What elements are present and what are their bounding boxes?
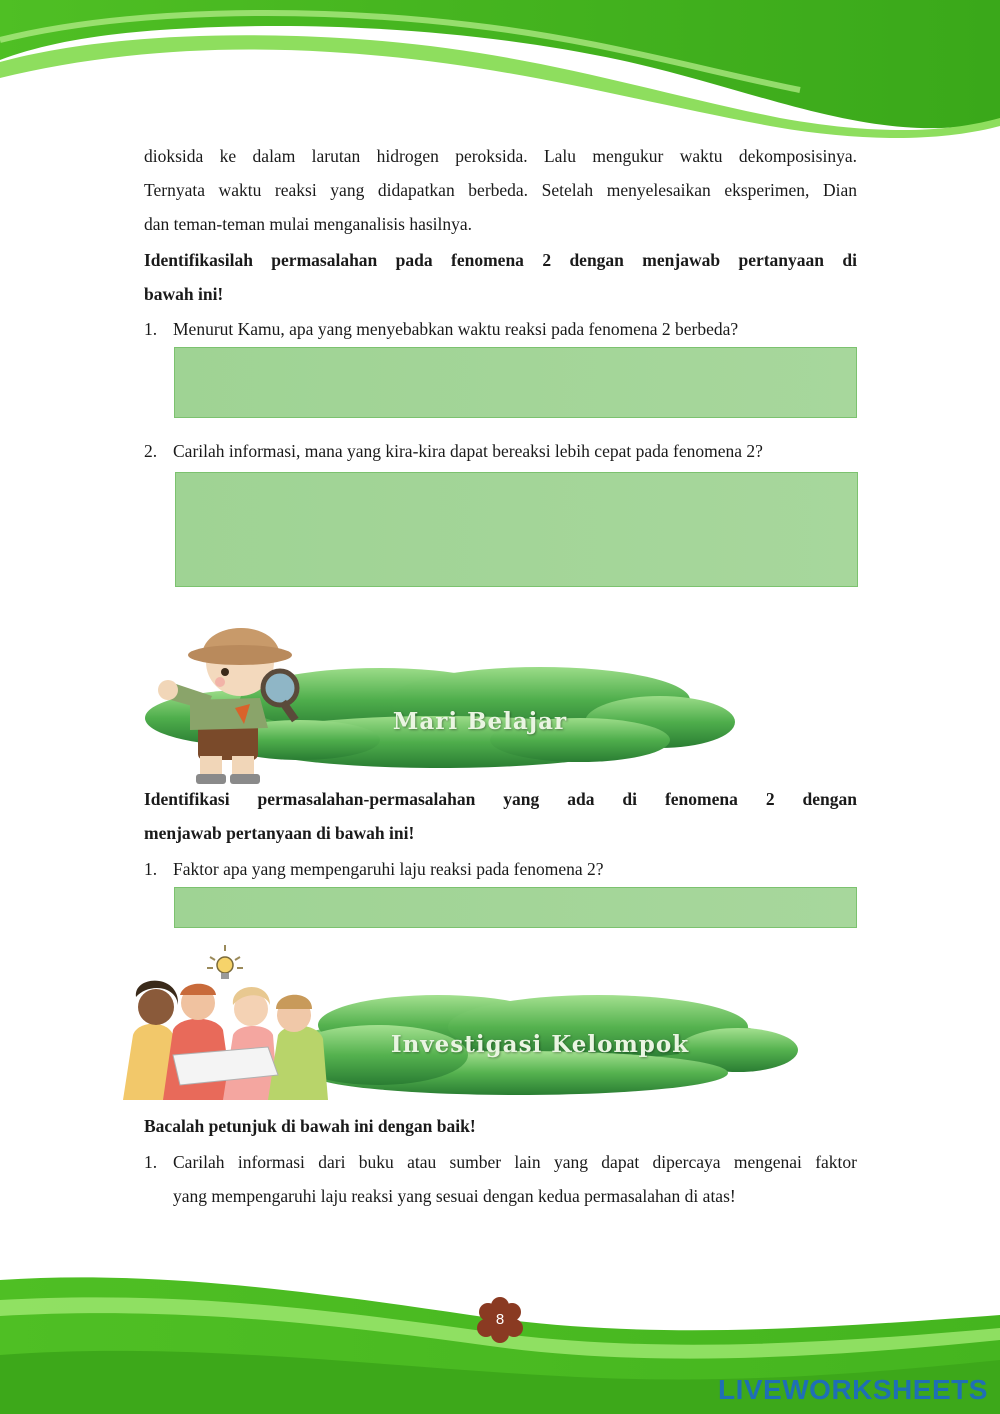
question-text: Menurut Kamu, apa yang menyebabkan waktu reaksi pada fenomena 2 berbeda?	[173, 319, 739, 339]
answer-box-1[interactable]	[174, 347, 857, 418]
answer-box-2[interactable]	[175, 472, 858, 587]
item-number: 1.	[144, 1152, 158, 1172]
instruction-line: Identifikasilah permasalahan pada fenomena 2 dengan menjawab pertanyaan di	[144, 250, 857, 270]
brand-text: LIVEWORKSHEETS	[718, 1374, 988, 1405]
page-number: 8	[495, 1311, 505, 1328]
question-text: Faktor apa yang mempengaruhi laju reaksi pada fenomena 2?	[173, 859, 604, 879]
investigasi-kelompok-title: Investigasi Kelompok	[390, 1031, 690, 1058]
question-number: 1.	[144, 859, 158, 879]
liveworksheets-logo	[718, 1374, 988, 1406]
section1-instruction	[144, 243, 857, 311]
section2-instruction	[144, 782, 857, 850]
instruction-line: Identifikasi permasalahan-permasalahan yang ada di fenomena 2 dengan	[144, 789, 857, 809]
instruction-line: menjawab pertanyaan di bawah ini!	[144, 823, 415, 843]
question-text: Carilah informasi, mana yang kira-kira dapat bereaksi lebih cepat pada fenomena 2?	[173, 441, 763, 461]
question-number: 1.	[144, 319, 158, 339]
intro-paragraph	[144, 139, 857, 241]
answer-box-3[interactable]	[174, 887, 857, 928]
item-line: yang mempengaruhi laju reaksi yang sesuai dengan kedua permasalahan di atas!	[173, 1186, 736, 1206]
header-wave-decoration	[0, 0, 1000, 140]
intro-line: dioksida ke dalam larutan hidrogen peroksida. Lalu mengukur waktu dekomposisinya.	[144, 146, 857, 166]
intro-line: dan teman-teman mulai menganalisis hasilnya.	[144, 214, 473, 234]
mari-belajar-title: Mari Belajar	[392, 708, 568, 735]
item-line: Carilah informasi dari buku atau sumber lain yang dapat dipercaya mengenai faktor	[173, 1152, 857, 1172]
group-of-people-illustration	[123, 981, 328, 1100]
instruction-line: bawah ini!	[144, 284, 224, 304]
section3-instruction: Bacalah petunjuk di bawah ini dengan baik!	[144, 1116, 476, 1136]
investigasi-kelompok-banner	[118, 935, 808, 1105]
question-number: 2.	[144, 441, 158, 461]
item-text	[173, 1145, 857, 1213]
lightbulb-icon	[207, 945, 243, 979]
mari-belajar-banner	[140, 600, 740, 790]
intro-line: Ternyata waktu reaksi yang didapatkan berbeda. Setelah menyelesaikan eksperimen, Dian	[144, 180, 857, 200]
